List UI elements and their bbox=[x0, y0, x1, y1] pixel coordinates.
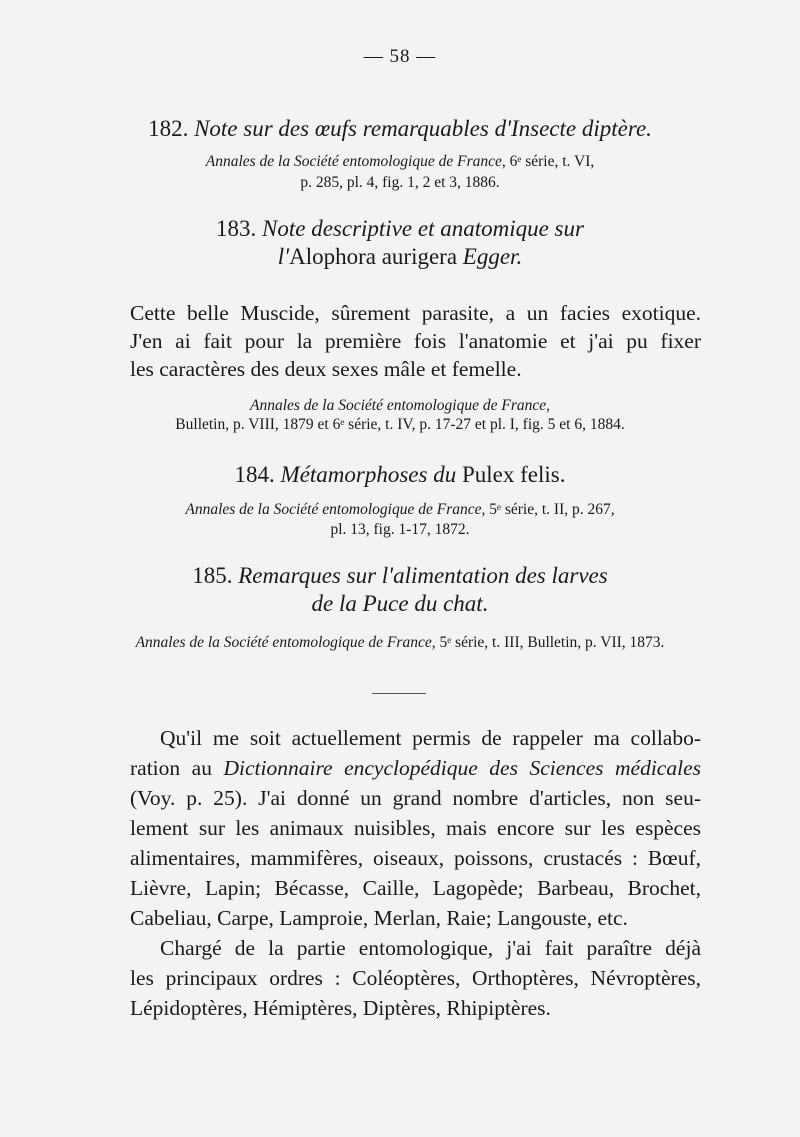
entry-number: 185. bbox=[192, 563, 233, 588]
journal-name: Annales de la Société entomologique de France, bbox=[205, 153, 506, 170]
closing-line-5: alimentaires, mammifères, oiseaux, poissons, crustacés : Bœuf, bbox=[130, 846, 701, 870]
entry-184-title bbox=[0, 462, 800, 488]
entry-183-ref-line2: Bulletin, p. VIII, 1879 et 6ᵉ série, t. IV, p. 17-27 et pl. I, fig. 5 et 6, 1884. bbox=[175, 416, 625, 433]
entry-title-text: de la Puce du chat. bbox=[311, 591, 489, 616]
closing-line-9: les principaux ordres : Coléoptères, Orthoptères, Névroptères, bbox=[130, 966, 701, 990]
entry-185-title-line2 bbox=[0, 591, 800, 617]
entry-184-ref-line1 bbox=[0, 501, 800, 519]
closing-line-6: Lièvre, Lapin; Bécasse, Caille, Lagopède; Barbeau, Brochet, bbox=[130, 876, 701, 900]
article: l' bbox=[277, 244, 290, 269]
closing-line-3: (Voy. p. 25). J'ai donné un grand nombre d'articles, non seu- bbox=[130, 786, 701, 810]
closing-line-10: Lépidoptères, Hémiptères, Diptères, Rhipiptères. bbox=[130, 996, 551, 1020]
closing-line-7: Cabeliau, Carpe, Lamproie, Merlan, Raie; Langouste, etc. bbox=[130, 906, 628, 930]
entry-182-ref-line1 bbox=[0, 153, 800, 171]
page-number: — 58 — bbox=[363, 46, 437, 67]
entry-number: 182. bbox=[148, 116, 189, 141]
entry-number: 184. bbox=[234, 462, 275, 487]
book-title: Dictionnaire encyclopédique des Sciences médicales bbox=[223, 756, 701, 780]
entry-number: 183. bbox=[216, 216, 257, 241]
entry-title-text: Note descriptive et anatomique sur bbox=[262, 216, 584, 241]
entry-183-para-line2: J'en ai fait pour la première fois l'anatomie et j'ai pu fixer bbox=[130, 329, 701, 353]
closing-line-2 bbox=[130, 756, 701, 781]
taxon-name: Pulex felis. bbox=[461, 462, 566, 487]
ref-detail: 6ᵉ série, t. VI, bbox=[505, 153, 595, 170]
journal-name: Annales de la Société entomologique de France, bbox=[185, 501, 486, 518]
ref-detail: 5ᵉ série, t. II, p. 267, bbox=[485, 501, 615, 518]
entry-title-text: Remarques sur l'alimentation des larves bbox=[238, 563, 608, 588]
text: ration au bbox=[130, 756, 224, 780]
entry-title-text: Note sur des œufs remarquables d'Insecte diptère. bbox=[194, 116, 652, 141]
entry-185-ref bbox=[0, 634, 800, 652]
entry-182-title bbox=[0, 116, 800, 142]
entry-183-para-line3: les caractères des deux sexes mâle et femelle. bbox=[130, 357, 522, 381]
entry-184-ref-line2: pl. 13, fig. 1-17, 1872. bbox=[330, 521, 470, 538]
entry-182-ref-line2: p. 285, pl. 4, fig. 1, 2 et 3, 1886. bbox=[300, 174, 500, 191]
entry-185-title-line1 bbox=[0, 563, 800, 589]
taxon-name: Alophora aurigera bbox=[289, 244, 458, 269]
entry-183-para-line1: Cette belle Muscide, sûrement parasite, a un facies exotique. bbox=[130, 301, 701, 325]
entry-183-ref-line1 bbox=[0, 397, 800, 415]
journal-name: Annales de la Société entomologique de France, bbox=[249, 397, 550, 414]
entry-183-title-line2 bbox=[0, 244, 800, 270]
entry-title-text: Métamorphoses du bbox=[280, 462, 457, 487]
journal-name: Annales de la Société entomologique de France, bbox=[135, 634, 436, 651]
taxon-author: Egger. bbox=[462, 244, 523, 269]
closing-line-4: lement sur les animaux nuisibles, mais encore sur les espèces bbox=[130, 816, 701, 840]
section-divider bbox=[372, 693, 426, 694]
closing-line-8: Chargé de la partie entomologique, j'ai fait paraître déjà bbox=[160, 936, 701, 960]
closing-line-1: Qu'il me soit actuellement permis de rappeler ma collabo- bbox=[160, 726, 701, 750]
entry-183-title-line1 bbox=[0, 216, 800, 242]
ref-detail: 5ᵉ série, t. III, Bulletin, p. VII, 1873. bbox=[435, 634, 665, 651]
